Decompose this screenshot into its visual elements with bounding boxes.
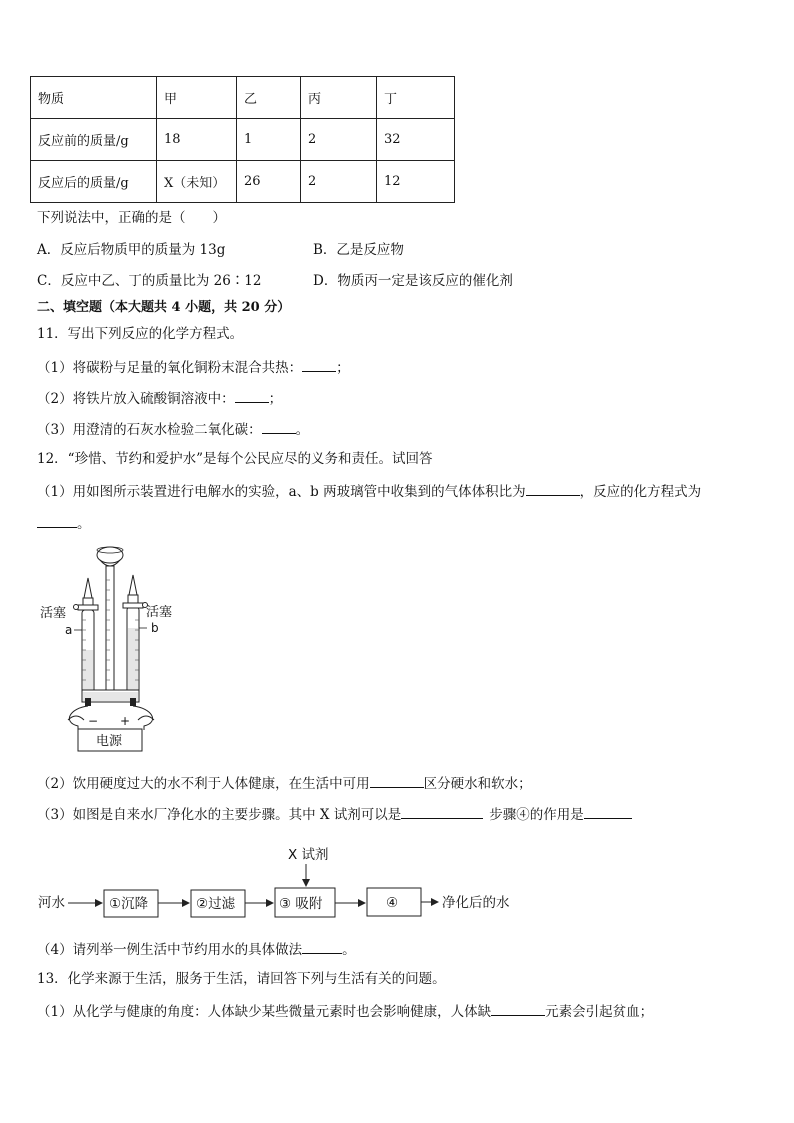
q12-part3-text: （3）如图是自来水厂净化水的主要步骤。其中 X 试剂可以是 <box>37 807 402 823</box>
table-cell: 甲 <box>157 77 237 119</box>
answer-blank[interactable] <box>584 804 632 819</box>
step-label-2: ②过滤 <box>196 896 236 912</box>
table-cell: 2 <box>301 161 377 203</box>
q13-part1-end: 元素会引起贫血； <box>545 1004 654 1020</box>
q12-part4-end: 。 <box>342 942 356 958</box>
source-label: 河水 <box>38 895 65 911</box>
q10-option-a: A．反应后物质甲的质量为 13g <box>37 242 226 258</box>
table-row <box>31 119 455 161</box>
q13-part1-text: （1）从化学与健康的角度：人体缺少某些微量元素时也会影响健康，人体缺 <box>37 1004 492 1020</box>
result-label: 净化后的水 <box>442 895 510 911</box>
answer-blank[interactable] <box>491 1001 545 1016</box>
stopcock-left-label: 活塞 <box>40 606 67 621</box>
q10-option-b: B．乙是反应物 <box>313 242 404 258</box>
q12-part1 <box>37 481 701 501</box>
reagent-label: X 试剂 <box>288 847 329 863</box>
q12-part1-cont <box>37 513 91 533</box>
table-cell: 物质 <box>31 77 157 119</box>
table-row <box>31 161 455 203</box>
q13-part1 <box>37 1001 653 1021</box>
stopcock-right <box>123 603 143 608</box>
stopcock-left <box>78 605 98 610</box>
q11-part3-text: （3）用澄清的石灰水检验二氧化碳： <box>37 422 262 438</box>
step-label-1: ①沉降 <box>109 896 149 912</box>
q12-part2-end: 区分硬水和软水； <box>423 776 532 792</box>
q11-part1-end: ； <box>336 360 350 376</box>
q11-part2-text: （2）将铁片放入硫酸铜溶液中： <box>37 391 235 407</box>
q10-option-d: D．物质丙一定是该反应的催化剂 <box>313 273 513 289</box>
electrolysis-apparatus-diagram <box>40 540 190 755</box>
answer-blank[interactable] <box>401 804 483 819</box>
water-treatment-flowchart <box>36 840 536 925</box>
table-cell: 2 <box>301 119 377 161</box>
table-cell: 1 <box>237 119 301 161</box>
q11-part3 <box>37 419 309 439</box>
q12-part1-text: （1）用如图所示装置进行电解水的实验，a、b 两玻璃管中收集到的气体体积比为 <box>37 484 526 500</box>
section-title: 二、填空题（本大题共 4 小题，共 20 分） <box>37 300 291 315</box>
q11-part1-text: （1）将碳粉与足量的氧化铜粉末混合共热： <box>37 360 303 376</box>
q12-part2-text: （2）饮用硬度过大的水不利于人体健康，在生活中可用 <box>37 776 370 792</box>
q12-part3 <box>37 804 632 824</box>
electrode-negative <box>85 698 91 706</box>
answer-blank[interactable] <box>37 513 77 528</box>
step-label-3: ③ 吸附 <box>279 896 323 912</box>
answer-blank[interactable] <box>262 419 296 434</box>
table-cell: 26 <box>237 161 301 203</box>
q11-part2-end: ； <box>268 391 283 407</box>
q11-part1 <box>37 357 350 377</box>
q10-prompt: 下列说法中，正确的是（ ） <box>37 210 226 226</box>
q12-part1-end: 。 <box>77 516 91 532</box>
q12-part3-mid: 步骤④的作用是 <box>489 807 584 823</box>
answer-blank[interactable] <box>302 357 336 372</box>
q11-part3-end: 。 <box>295 422 310 438</box>
table-cell: 32 <box>377 119 455 161</box>
middle-tube <box>106 566 114 696</box>
q11-part2 <box>37 388 282 408</box>
table-cell: 12 <box>377 161 455 203</box>
electrode-positive <box>130 698 136 706</box>
table-cell: 反应前的质量/g <box>31 119 157 161</box>
mass-table <box>30 76 455 203</box>
q13-stem: 13．化学来源于生活，服务于生活，请回答下列与生活有关的问题。 <box>37 971 446 987</box>
q12-part2 <box>37 773 532 793</box>
power-label: 电源 <box>96 734 123 749</box>
table-cell: 丁 <box>377 77 455 119</box>
tube-b-label: b <box>151 621 159 635</box>
answer-blank[interactable] <box>526 481 580 496</box>
table-cell: 反应后的质量/g <box>31 161 157 203</box>
table-header-row <box>31 77 455 119</box>
q12-part1-mid: ，反应的化方程式为 <box>579 484 702 500</box>
table-cell: 丙 <box>301 77 377 119</box>
answer-blank[interactable] <box>235 388 269 403</box>
answer-blank[interactable] <box>302 939 342 954</box>
table-cell: 乙 <box>237 77 301 119</box>
positive-sign: + <box>120 714 131 728</box>
q12-stem: 12．“珍惜、节约和爱护水”是每个公民应尽的义务和责任。试回答 <box>37 451 433 467</box>
q12-part4-text: （4）请列举一例生活中节约用水的具体做法 <box>37 942 303 958</box>
q12-part4 <box>37 939 356 959</box>
table-cell: 18 <box>157 119 237 161</box>
answer-blank[interactable] <box>370 773 424 788</box>
table-cell: X（未知） <box>157 161 237 203</box>
negative-sign: − <box>88 714 99 728</box>
q11-stem: 11．写出下列反应的化学方程式。 <box>37 326 244 342</box>
q10-option-c: C．反应中乙、丁的质量比为 26∶12 <box>37 273 262 289</box>
tube-a-label: a <box>65 623 73 637</box>
stopcock-right-label: 活塞 <box>146 605 173 620</box>
step-label-4: ④ <box>386 895 399 911</box>
